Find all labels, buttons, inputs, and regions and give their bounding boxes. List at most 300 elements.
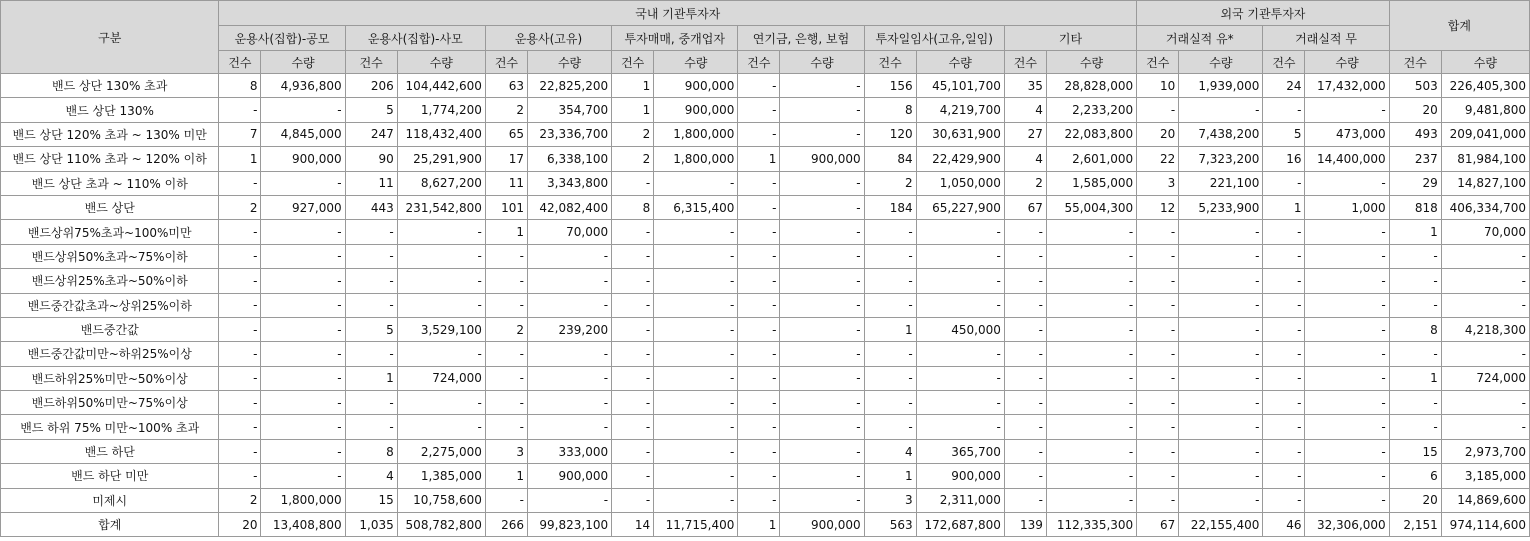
quantity-cell: 4,218,300 <box>1441 317 1529 341</box>
count-cell: 3 <box>864 488 916 512</box>
count-cell: 237 <box>1389 147 1441 171</box>
count-cell: - <box>1137 98 1179 122</box>
count-cell: 84 <box>864 147 916 171</box>
category-header: 구분 <box>1 1 219 74</box>
count-cell: - <box>738 439 780 463</box>
count-cell: - <box>345 220 397 244</box>
count-cell: - <box>864 342 916 366</box>
count-cell: 2 <box>864 171 916 195</box>
quantity-cell: - <box>780 317 864 341</box>
count-cell: - <box>864 293 916 317</box>
quantity-cell: 900,000 <box>780 147 864 171</box>
quantity-cell: 1,774,200 <box>397 98 485 122</box>
table-row <box>1 488 1530 512</box>
quantity-cell: 9,481,800 <box>1441 98 1529 122</box>
table-body <box>1 74 1530 537</box>
count-cell: 8 <box>864 98 916 122</box>
quantity-cell: 70,000 <box>527 220 611 244</box>
quantity-cell: - <box>780 122 864 146</box>
count-cell: - <box>1263 293 1305 317</box>
count-cell: 1 <box>864 317 916 341</box>
quantity-cell: - <box>1305 439 1389 463</box>
quantity-cell: 900,000 <box>654 98 738 122</box>
count-cell: 4 <box>345 464 397 488</box>
count-cell: - <box>1004 391 1046 415</box>
count-cell: - <box>1137 464 1179 488</box>
count-cell: 1,035 <box>345 513 397 537</box>
count-cell: 11 <box>485 171 527 195</box>
count-cell: 1 <box>219 147 261 171</box>
count-cell: 27 <box>1004 122 1046 146</box>
count-cell: 46 <box>1263 513 1305 537</box>
quantity-cell: 30,631,900 <box>916 122 1004 146</box>
count-cell: - <box>219 317 261 341</box>
quantity-cell: 22,825,200 <box>527 74 611 98</box>
quantity-cell: 3,185,000 <box>1441 464 1529 488</box>
quantity-cell: 65,227,900 <box>916 195 1004 219</box>
row-label: 밴드 상단 130% 초과 <box>1 74 219 98</box>
quantity-cell: 28,828,000 <box>1046 74 1136 98</box>
count-cell: 2 <box>485 98 527 122</box>
quantity-cell: 354,700 <box>527 98 611 122</box>
count-cell: - <box>219 244 261 268</box>
quantity-cell: 365,700 <box>916 439 1004 463</box>
quantity-column-header: 수량 <box>527 51 611 74</box>
count-cell: - <box>345 244 397 268</box>
count-cell: - <box>485 488 527 512</box>
count-cell: 266 <box>485 513 527 537</box>
quantity-cell: - <box>1441 269 1529 293</box>
quantity-cell: - <box>1179 317 1263 341</box>
count-cell: - <box>612 317 654 341</box>
table-row <box>1 391 1530 415</box>
quantity-cell: 1,939,000 <box>1179 74 1263 98</box>
count-cell: - <box>485 244 527 268</box>
quantity-cell: - <box>397 342 485 366</box>
quantity-cell: 927,000 <box>261 195 345 219</box>
count-cell: - <box>612 488 654 512</box>
count-cell: 503 <box>1389 74 1441 98</box>
table-row <box>1 415 1530 439</box>
table-row <box>1 317 1530 341</box>
count-cell: - <box>1004 293 1046 317</box>
quantity-cell: - <box>654 391 738 415</box>
count-cell: 24 <box>1263 74 1305 98</box>
count-column-header: 건수 <box>1004 51 1046 74</box>
count-cell: 15 <box>345 488 397 512</box>
quantity-cell: 5,233,900 <box>1179 195 1263 219</box>
quantity-cell: - <box>527 391 611 415</box>
quantity-cell: - <box>261 220 345 244</box>
count-cell: - <box>738 220 780 244</box>
quantity-cell: 118,432,400 <box>397 122 485 146</box>
quantity-cell: - <box>654 317 738 341</box>
domestic-investors-header: 국내 기관투자자 <box>219 1 1137 26</box>
count-cell: 8 <box>219 74 261 98</box>
quantity-cell: - <box>261 317 345 341</box>
quantity-cell: 724,000 <box>1441 366 1529 390</box>
count-cell: - <box>1004 366 1046 390</box>
count-cell: - <box>1004 488 1046 512</box>
count-cell: - <box>485 269 527 293</box>
quantity-cell: - <box>1179 220 1263 244</box>
quantity-cell: - <box>527 342 611 366</box>
count-column-header: 건수 <box>485 51 527 74</box>
count-cell: - <box>345 293 397 317</box>
group-header: 운용사(집합)-사모 <box>345 26 485 51</box>
quantity-cell: 4,219,700 <box>916 98 1004 122</box>
quantity-cell: 2,601,000 <box>1046 147 1136 171</box>
quantity-column-header: 수량 <box>397 51 485 74</box>
count-cell: 493 <box>1389 122 1441 146</box>
quantity-cell: - <box>1305 366 1389 390</box>
row-label: 밴드중간값초과~상위25%이하 <box>1 293 219 317</box>
count-cell: 35 <box>1004 74 1046 98</box>
quantity-cell: 2,275,000 <box>397 439 485 463</box>
count-cell: 1 <box>738 147 780 171</box>
count-cell: - <box>1263 415 1305 439</box>
count-cell: 1 <box>738 513 780 537</box>
quantity-cell: - <box>1305 342 1389 366</box>
count-cell: - <box>1389 391 1441 415</box>
count-cell: 20 <box>1137 122 1179 146</box>
count-column-header: 건수 <box>1263 51 1305 74</box>
count-cell: 5 <box>345 317 397 341</box>
quantity-cell: - <box>654 293 738 317</box>
quantity-cell: - <box>654 220 738 244</box>
quantity-cell: 1,000 <box>1305 195 1389 219</box>
quantity-cell: - <box>1046 342 1136 366</box>
quantity-cell: - <box>1046 464 1136 488</box>
count-cell: - <box>1004 220 1046 244</box>
quantity-cell: - <box>261 415 345 439</box>
quantity-cell: 1,050,000 <box>916 171 1004 195</box>
table-row <box>1 122 1530 146</box>
count-column-header: 건수 <box>612 51 654 74</box>
count-cell: 2 <box>219 195 261 219</box>
quantity-cell: - <box>397 220 485 244</box>
quantity-cell: - <box>780 391 864 415</box>
count-cell: - <box>1137 488 1179 512</box>
count-cell: - <box>485 366 527 390</box>
count-cell: 15 <box>1389 439 1441 463</box>
quantity-cell: - <box>1046 317 1136 341</box>
count-cell: - <box>612 366 654 390</box>
quantity-cell: 14,400,000 <box>1305 147 1389 171</box>
count-cell: - <box>1137 391 1179 415</box>
quantity-cell: - <box>654 244 738 268</box>
count-cell: 5 <box>345 98 397 122</box>
quantity-cell: 23,336,700 <box>527 122 611 146</box>
quantity-cell: 22,429,900 <box>916 147 1004 171</box>
quantity-cell: - <box>397 269 485 293</box>
row-label: 밴드 상단 120% 초과 ~ 130% 미만 <box>1 122 219 146</box>
count-cell: - <box>1137 317 1179 341</box>
count-cell: - <box>738 195 780 219</box>
quantity-cell: - <box>1046 269 1136 293</box>
table-row <box>1 147 1530 171</box>
quantity-cell: 13,408,800 <box>261 513 345 537</box>
count-cell: - <box>738 122 780 146</box>
quantity-cell: 508,782,800 <box>397 513 485 537</box>
quantity-cell: - <box>1441 244 1529 268</box>
quantity-cell: - <box>261 244 345 268</box>
quantity-cell: - <box>780 74 864 98</box>
table-row <box>1 195 1530 219</box>
count-cell: - <box>738 464 780 488</box>
count-cell: - <box>738 74 780 98</box>
quantity-cell: - <box>1305 464 1389 488</box>
table-row <box>1 293 1530 317</box>
count-cell: - <box>219 293 261 317</box>
row-label: 합계 <box>1 513 219 537</box>
count-cell: 2 <box>1004 171 1046 195</box>
count-cell: 20 <box>219 513 261 537</box>
count-cell: 2,151 <box>1389 513 1441 537</box>
count-cell: 1 <box>1263 195 1305 219</box>
quantity-cell: - <box>1046 293 1136 317</box>
quantity-cell: 14,869,600 <box>1441 488 1529 512</box>
quantity-cell: - <box>780 342 864 366</box>
quantity-cell: - <box>654 488 738 512</box>
count-column-header: 건수 <box>345 51 397 74</box>
count-cell: - <box>612 269 654 293</box>
count-cell: - <box>1137 415 1179 439</box>
quantity-cell: - <box>780 366 864 390</box>
quantity-cell: - <box>1305 244 1389 268</box>
count-cell: 67 <box>1137 513 1179 537</box>
quantity-cell: 22,083,800 <box>1046 122 1136 146</box>
quantity-cell: - <box>916 391 1004 415</box>
table-row <box>1 464 1530 488</box>
count-cell: 2 <box>485 317 527 341</box>
quantity-cell: - <box>1179 391 1263 415</box>
quantity-cell: 1,385,000 <box>397 464 485 488</box>
quantity-cell: - <box>527 488 611 512</box>
count-cell: - <box>1263 391 1305 415</box>
count-cell: - <box>864 415 916 439</box>
row-label: 미제시 <box>1 488 219 512</box>
quantity-cell: 172,687,800 <box>916 513 1004 537</box>
quantity-cell: 45,101,700 <box>916 74 1004 98</box>
quantity-column-header: 수량 <box>261 51 345 74</box>
table-row <box>1 98 1530 122</box>
count-cell: 7 <box>219 122 261 146</box>
quantity-cell: - <box>780 171 864 195</box>
row-label: 밴드중간값 <box>1 317 219 341</box>
quantity-cell: 3,529,100 <box>397 317 485 341</box>
quantity-cell: - <box>261 98 345 122</box>
quantity-cell: 226,405,300 <box>1441 74 1529 98</box>
quantity-cell: 231,542,800 <box>397 195 485 219</box>
quantity-cell: - <box>1441 342 1529 366</box>
count-cell: - <box>219 366 261 390</box>
quantity-cell: - <box>780 439 864 463</box>
quantity-cell: - <box>397 293 485 317</box>
quantity-cell: - <box>1179 464 1263 488</box>
quantity-cell: - <box>261 391 345 415</box>
group-header: 거래실적 유* <box>1137 26 1263 51</box>
group-header: 투자매매, 중개업자 <box>612 26 738 51</box>
count-cell: 14 <box>612 513 654 537</box>
row-label: 밴드중간값미만~하위25%이상 <box>1 342 219 366</box>
quantity-column-header: 수량 <box>780 51 864 74</box>
quantity-cell: - <box>1305 171 1389 195</box>
count-cell: 1 <box>1389 366 1441 390</box>
quantity-cell: - <box>527 269 611 293</box>
count-cell: 11 <box>345 171 397 195</box>
count-cell: 247 <box>345 122 397 146</box>
row-label: 밴드하위50%미만~75%이상 <box>1 391 219 415</box>
quantity-cell: 900,000 <box>916 464 1004 488</box>
count-cell: - <box>864 220 916 244</box>
row-label: 밴드 하위 75% 미만~100% 초과 <box>1 415 219 439</box>
count-cell: 16 <box>1263 147 1305 171</box>
quantity-cell: - <box>1441 391 1529 415</box>
quantity-cell: - <box>1179 293 1263 317</box>
count-cell: 90 <box>345 147 397 171</box>
count-cell: 65 <box>485 122 527 146</box>
row-label: 밴드상위25%초과~50%이하 <box>1 269 219 293</box>
quantity-cell: - <box>1046 220 1136 244</box>
quantity-cell: 22,155,400 <box>1179 513 1263 537</box>
table-row <box>1 244 1530 268</box>
quantity-cell: 724,000 <box>397 366 485 390</box>
count-cell: 20 <box>1389 98 1441 122</box>
quantity-cell: - <box>916 342 1004 366</box>
count-cell: - <box>738 171 780 195</box>
quantity-cell: 2,311,000 <box>916 488 1004 512</box>
count-cell: - <box>1389 415 1441 439</box>
count-cell: 3 <box>1137 171 1179 195</box>
table-header <box>1 1 1530 74</box>
quantity-cell: - <box>1179 342 1263 366</box>
count-cell: 818 <box>1389 195 1441 219</box>
quantity-cell: 1,800,000 <box>261 488 345 512</box>
count-cell: - <box>219 439 261 463</box>
quantity-cell: - <box>916 366 1004 390</box>
count-cell: - <box>738 488 780 512</box>
quantity-cell: - <box>1179 98 1263 122</box>
row-label: 밴드 하단 미만 <box>1 464 219 488</box>
group-header: 기타 <box>1004 26 1136 51</box>
quantity-cell: 2,233,200 <box>1046 98 1136 122</box>
row-label: 밴드상위75%초과~100%미만 <box>1 220 219 244</box>
quantity-cell: 104,442,600 <box>397 74 485 98</box>
quantity-cell: - <box>261 464 345 488</box>
count-cell: - <box>1389 342 1441 366</box>
count-cell: - <box>738 317 780 341</box>
quantity-cell: - <box>261 171 345 195</box>
quantity-cell: - <box>916 220 1004 244</box>
group-header: 운용사(집합)-공모 <box>219 26 345 51</box>
count-cell: - <box>485 342 527 366</box>
count-cell: - <box>1004 415 1046 439</box>
table-row <box>1 439 1530 463</box>
count-cell: - <box>219 415 261 439</box>
count-cell: 1 <box>864 464 916 488</box>
quantity-cell: - <box>780 415 864 439</box>
count-cell: - <box>219 269 261 293</box>
quantity-cell: - <box>397 391 485 415</box>
count-cell: 4 <box>1004 147 1046 171</box>
count-cell: 20 <box>1389 488 1441 512</box>
row-label: 밴드 하단 <box>1 439 219 463</box>
quantity-cell: 1,800,000 <box>654 147 738 171</box>
quantity-cell: 17,432,000 <box>1305 74 1389 98</box>
quantity-cell: - <box>261 293 345 317</box>
count-cell: - <box>1137 220 1179 244</box>
quantity-cell: - <box>1441 293 1529 317</box>
quantity-cell: 221,100 <box>1179 171 1263 195</box>
quantity-cell: 2,973,700 <box>1441 439 1529 463</box>
quantity-cell: 1,800,000 <box>654 122 738 146</box>
subheader-row <box>1 51 1530 74</box>
count-cell: - <box>738 342 780 366</box>
count-cell: 443 <box>345 195 397 219</box>
count-cell: 1 <box>345 366 397 390</box>
count-cell: - <box>1389 269 1441 293</box>
row-label: 밴드 상단 110% 초과 ~ 120% 이하 <box>1 147 219 171</box>
count-cell: 139 <box>1004 513 1046 537</box>
count-cell: 2 <box>612 122 654 146</box>
quantity-cell: 6,338,100 <box>527 147 611 171</box>
count-cell: - <box>219 464 261 488</box>
quantity-cell: 900,000 <box>654 74 738 98</box>
quantity-cell: - <box>1046 439 1136 463</box>
quantity-cell: - <box>654 342 738 366</box>
group-header: 투자일임사(고유,일임) <box>864 26 1004 51</box>
quantity-cell: - <box>1305 488 1389 512</box>
count-cell: 10 <box>1137 74 1179 98</box>
foreign-investors-header: 외국 기관투자자 <box>1137 1 1390 26</box>
quantity-cell: 333,000 <box>527 439 611 463</box>
quantity-cell: - <box>1046 488 1136 512</box>
quantity-cell: - <box>780 220 864 244</box>
quantity-cell: - <box>1179 439 1263 463</box>
count-cell: - <box>1137 342 1179 366</box>
quantity-cell: 900,000 <box>527 464 611 488</box>
count-cell: - <box>612 439 654 463</box>
quantity-cell: - <box>397 244 485 268</box>
count-cell: - <box>1137 439 1179 463</box>
quantity-cell: - <box>916 244 1004 268</box>
count-cell: - <box>864 366 916 390</box>
quantity-cell: - <box>654 464 738 488</box>
count-cell: 2 <box>219 488 261 512</box>
count-cell: - <box>1389 244 1441 268</box>
count-cell: - <box>1263 366 1305 390</box>
quantity-cell: - <box>261 439 345 463</box>
table-row <box>1 342 1530 366</box>
quantity-cell: - <box>1305 220 1389 244</box>
quantity-cell: 81,984,100 <box>1441 147 1529 171</box>
count-cell: 206 <box>345 74 397 98</box>
quantity-cell: - <box>780 269 864 293</box>
count-cell: 29 <box>1389 171 1441 195</box>
quantity-cell: - <box>916 269 1004 293</box>
count-cell: - <box>1263 317 1305 341</box>
count-cell: - <box>1263 439 1305 463</box>
count-cell: - <box>864 391 916 415</box>
quantity-cell: - <box>1046 391 1136 415</box>
count-cell: - <box>1137 293 1179 317</box>
quantity-cell: 112,335,300 <box>1046 513 1136 537</box>
count-cell: - <box>219 220 261 244</box>
count-cell: 120 <box>864 122 916 146</box>
count-cell: - <box>738 269 780 293</box>
quantity-cell: - <box>654 171 738 195</box>
